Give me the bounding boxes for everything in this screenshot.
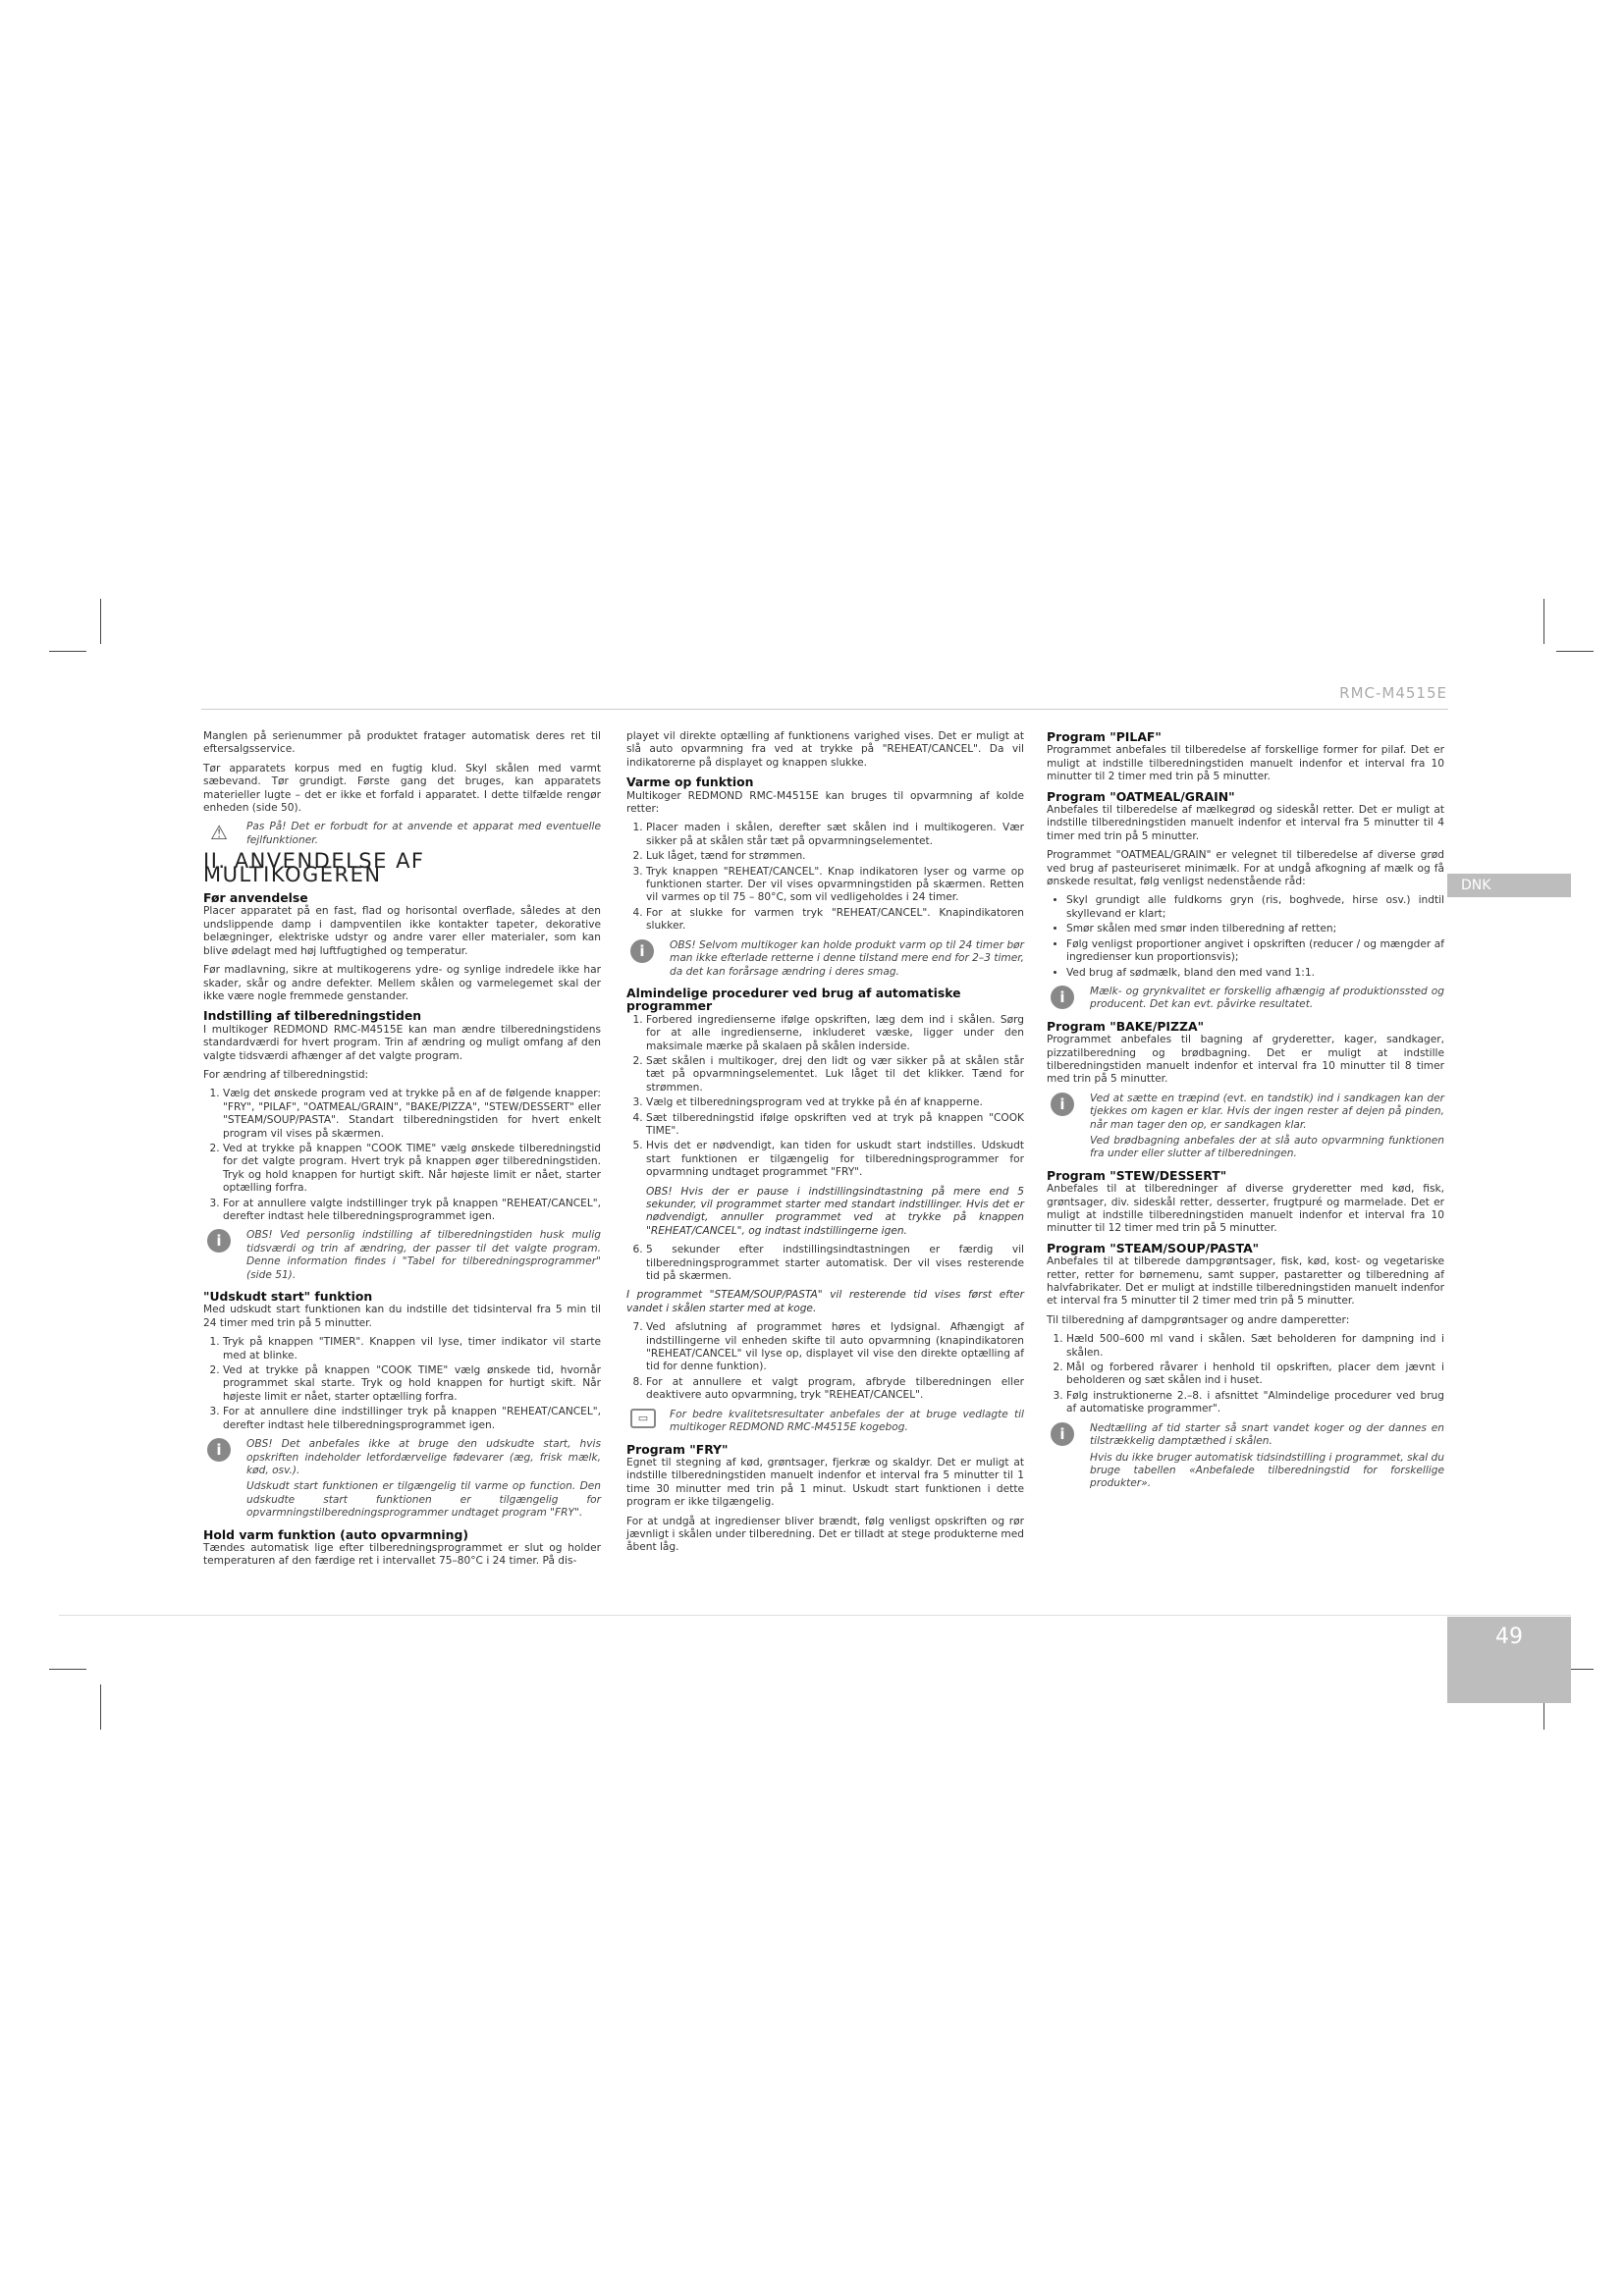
list-item: • Smør skålen med smør inden tilberedning af retten; [1066, 923, 1444, 935]
list-item: 2. Sæt skålen i multikoger, drej den lidt og vær sikker på at skålen står tæt på opvarmningselementet. Luk låget til det klikker. Tænd for strømmen. [646, 1055, 1024, 1095]
crop-mark [1543, 599, 1544, 644]
crop-mark [100, 599, 101, 644]
list-note: I programmet "STEAM/SOUP/PASTA" vil resterende tid vises først efter vandet i skålen starter med at koge. [626, 1289, 1024, 1314]
note-text: For bedre kvalitetsresultater anbefales der at bruge vedlagte til multikoger REDMOND RMC-M4515E kogebog. [670, 1408, 1024, 1434]
paragraph: Placer apparatet på en fast, flad og horisontal overflade, således at den undslippende damp i dampventilen ikke kontakter tapeter, dekorative belægninger, elektriske udstyr og andre varer eller materialer, som kan blive ødelagt med høj luftfugtighed og temperatur. [203, 905, 601, 957]
list-item: 7. Ved afslutning af programmet høres et lydsignal. Afhængigt af indstillingerne vil enheden skifte til auto opvarmning (knapindikatoren "REHEAT/CANCEL" vil lyse op, displayet vil vise den direkte optælling af tid for denne funktion). [646, 1321, 1024, 1374]
info-note [1047, 986, 1444, 1012]
list-item: 4. For at slukke for varmen tryk "REHEAT/CANCEL". Knapindikatoren slukker. [646, 907, 1024, 934]
list-item: • Følg venligst proportioner angivet i opskriften (reducer / og mængder af ingredienser kun proportionsvis); [1066, 938, 1444, 965]
note-text: OBS! Ved personlig indstilling af tilberedningstiden husk mulig tidsværdi og trin af ændring, der passer til det valgte program. Denne information findes i "Tabel for tilberedningsprogrammer" (side 51). [246, 1229, 601, 1281]
paragraph: For at undgå at ingredienser bliver brændt, følg venligst opskriften og rør jævnligt i skålen under tilberedning. Det er tilladt at stege produkterne med åbent låg. [626, 1515, 1024, 1554]
info-note [203, 1229, 601, 1282]
section-title: II. ANVENDELSE AF MULTIKOGEREN [203, 849, 425, 886]
list-item: 3. Vælg et tilberedningsprogram ved at trykke på én af knapperne. [646, 1096, 1024, 1109]
heading: Program "BAKE/PIZZA" [1047, 1018, 1205, 1034]
warning-icon: ⚠ [210, 821, 228, 845]
column-1 [203, 730, 601, 1575]
crop-mark [49, 651, 86, 652]
list-item: 1. Tryk på knappen "TIMER". Knappen vil lyse, timer indikator vil starte med at blinke. [223, 1336, 601, 1362]
paragraph: Multikoger REDMOND RMC-M4515E kan bruges til opvarmning af kolde retter: [626, 789, 1024, 816]
paragraph: Programmet "OATMEAL/GRAIN" er velegnet til tilberedelse af diverse grød ved brug af pasteuriseret minimælk. For at undgå afkogning af mælk og få ønskede resultat, følg venligst nedenstående råd: [1047, 849, 1444, 888]
list-item: • Ved brug af sødmælk, bland den med vand 1:1. [1066, 967, 1444, 980]
warning-note [203, 821, 601, 847]
paragraph: Anbefales til at tilberedninger af diverse gryderetter med kød, fisk, grøntsager, div. sideskål retter, desserter, frugtpuré og marmelade. Det er muligt at indstille tilberedningstiden manuelt indenfor et interval fra 10 minutter til 12 timer med trin på 5 minutter. [1047, 1183, 1444, 1235]
model-number: RMC-M4515E [1339, 684, 1447, 702]
info-note [1047, 1422, 1444, 1491]
heading: Indstilling af tilberedningstiden [203, 1008, 422, 1024]
info-icon: i [1051, 1093, 1074, 1116]
numbered-list [626, 1014, 1024, 1180]
header-rule [201, 709, 1448, 710]
heading: Før anvendelse [203, 890, 308, 906]
page-number: 49 [1495, 1625, 1523, 1649]
numbered-list [626, 1244, 1024, 1283]
numbered-list [203, 1336, 601, 1432]
paragraph: Programmet anbefales til bagning af gryderetter, kager, sandkager, pizzatilberedning og brødbagning. Det er muligt at indstille tilberedningstiden manuelt indenfor et interval fra 10 minutter til 8 timer med trin på 5 minutter. [1047, 1034, 1444, 1086]
list-item: 3. Følg instruktionerne 2.–8. i afsnittet "Almindelige procedurer ved brug af automatiske programmer". [1066, 1390, 1444, 1416]
note-text: Pas På! Det er forbudt for at anvende et apparat med eventuelle fejlfunktioner. [246, 821, 601, 846]
note-text: Ved at sætte en træpind (evt. en tandstik) ind i sandkagen kan der tjekkes om kagen er klar. Hvis der ingen rester af dejen på pinden, når man tager den op, er sandkagen klar. [1090, 1092, 1444, 1131]
list-item: 5. Hvis det er nødvendigt, kan tiden for uskudt start indstilles. Udskudt start funktionen er tilgængelig for tilberedningsprogrammer for opvarmning undtaget programmet "FRY". [646, 1140, 1024, 1179]
info-icon: i [207, 1438, 231, 1462]
numbered-list [626, 822, 1024, 933]
list-item: 1. Forbered ingredienserne ifølge opskriften, læg dem ind i skålen. Sørg for at alle ingredienserne, inkluderet væske, ligger under den maksimale mærke på skalaen på skålen inderside. [646, 1014, 1024, 1053]
list-item: 2. Luk låget, tænd for strømmen. [646, 850, 1024, 863]
crop-mark [1556, 651, 1594, 652]
heading: Program "PILAF" [1047, 729, 1162, 744]
heading: Program "OATMEAL/GRAIN" [1047, 788, 1235, 804]
numbered-list [626, 1321, 1024, 1402]
list-item: • Skyl grundigt alle fuldkorns gryn (ris, boghvede, hirse osv.) indtil skyllevand er klart; [1066, 894, 1444, 921]
info-note [1047, 1093, 1444, 1161]
heading: Almindelige procedurer ved brug af automatiske programmer [626, 985, 961, 1014]
list-item: 4. Sæt tilberedningstid ifølge opskriften ved at tryk på knappen "COOK TIME". [646, 1112, 1024, 1139]
paragraph: Til tilberedning af dampgrøntsager og andre damperetter: [1047, 1313, 1350, 1326]
book-icon: ▭ [630, 1409, 656, 1428]
language-tab [1447, 874, 1571, 897]
note-text: OBS! Selvom multikoger kan holde produkt varm op til 24 timer bør man ikke efterlade retterne i denne tilstand mere end for 2–3 timer, da det kan forårsage ændring i deres smag. [670, 938, 1025, 978]
paragraph: Med udskudt start funktionen kan du indstille det tidsinterval fra 5 min til 24 timer med trin på 5 minutter. [203, 1304, 601, 1329]
paragraph: Egnet til stegning af kød, grøntsager, fjerkræ og skaldyr. Det er muligt at indstille tilberedningstiden manuelt indenfor et interval fra 5 minutter til 1 time 30 minutter med trin på 1 minut. Uskudt start funktionen i dette program er ikke tilgængelig. [626, 1456, 1024, 1509]
paragraph: Manglen på serienummer på produktet fratager automatisk deres ret til eftersalgsservice. [203, 730, 601, 756]
info-note [203, 1438, 601, 1520]
paragraph: Tør apparatets korpus med en fugtig klud. Skyl skålen med varmt sæbevand. Tør grundigt. Første gang det bruges, kan apparatets materieller lugte – det er ikke et forfald i apparatet. I dette tilfælde rengør enheden (side 50). [203, 762, 601, 815]
footer-rule [59, 1615, 1571, 1616]
info-icon: i [207, 1229, 231, 1253]
list-item: 2. Mål og forbered råvarer i henhold til opskriften, placer dem jævnt i beholderen og sæt skålen ind i huset. [1066, 1362, 1444, 1388]
bullet-list [1047, 894, 1444, 979]
paragraph: playet vil direkte optælling af funktionens varighed vises. Det er muligt at slå auto opvarmning fra ved at trykke på "REHEAT/CANCEL". Da vil indikatorerne på displayet og knappen slukke. [626, 730, 1024, 769]
list-item: 3. For at annullere dine indstillinger tryk på knappen "REHEAT/CANCEL", derefter indtast hele tilberedningsprogrammet igen. [223, 1406, 601, 1432]
paragraph: Før madlavning, sikre at multikogerens ydre- og synlige indredele ikke har skader, skår og andre defekter. Mellem skålen og varmelegemet skal der ikke være nogle fremmede genstander. [203, 964, 601, 1002]
list-item: 2. Ved at trykke på knappen "COOK TIME" vælg ønskede tid, hvornår programmet skal starte. Tryk og hold knappen for hurtigt skift. Når højeste limit er nået, starter optælling forfra. [223, 1364, 601, 1404]
numbered-list [203, 1088, 601, 1223]
crop-mark [100, 1684, 101, 1730]
heading: Program "STEAM/SOUP/PASTA" [1047, 1240, 1260, 1255]
cookbook-note [626, 1409, 1024, 1435]
list-item: 1. Vælg det ønskede program ved at trykke på en af de følgende knapper: "FRY", "PILAF", "OATMEAL/GRAIN", "BAKE/PIZZA", "STEW/DESSERT" eller "STEAM/SOUP/PASTA". Standart tilberedningstiden for hvert enkelt program vil vises på skærmen. [223, 1088, 601, 1141]
heading: Program "STEW/DESSERT" [1047, 1167, 1227, 1183]
column-3 [1047, 730, 1444, 1499]
note-text: Mælk- og grynkvalitet er forskellig afhængig af produktionssted og producent. Det kan evt. påvirke resultatet. [1090, 985, 1444, 1011]
info-icon: i [1051, 986, 1074, 1009]
heading: Hold varm funktion (auto opvarmning) [203, 1526, 469, 1542]
language-tab-label: DNK [1461, 878, 1491, 893]
paragraph: Programmet anbefales til tilberedelse af forskellige former for pilaf. Det er muligt at indstille tilberedningstiden manuelt indenfor et interval fra 10 minutter til 2 timer med trin på 5 minutter. [1047, 744, 1444, 783]
list-item: 3. Tryk knappen "REHEAT/CANCEL". Knap indikatoren lyser og varme op funktionen starter. Der vil vises opvarmningstiden på skærmen. Retten vil varmes op til 75 – 80°C, som vil vedligeholdes i 24 timer. [646, 866, 1024, 905]
note-text: Hvis du ikke bruger automatisk tidsindstilling i programmet, skal du bruge tabellen «Anbefalede tilberedningstid for forskellige produkter». [1090, 1451, 1444, 1490]
list-note: OBS! Hvis der er pause i indstillingsindtastning på mere end 5 sekunder, vil programmet starter med standart indstillinger. Hvis det er nødvendigt, annuller programmet ved at trykke på knappen "REHEAT/CANCEL", og indtast indstillingerne igen. [646, 1185, 1024, 1237]
column-2 [626, 730, 1024, 1561]
paragraph: I multikoger REDMOND RMC-M4515E kan man ændre tilberedningstidens standardværdi for hvert program. Trin af ændring og muligt omfang af den valgte tidsværdi afhænger af det valgte program. [203, 1023, 601, 1062]
note-text: Ved brødbagning anbefales der at slå auto opvarmning funktionen fra under eller slutter af tilberedningen. [1090, 1134, 1444, 1160]
list-item: 8. For at annullere et valgt program, afbryde tilberedningen eller deaktivere auto opvarmning, tryk "REHEAT/CANCEL". [646, 1376, 1024, 1403]
numbered-list [1047, 1333, 1444, 1415]
list-item: 6. 5 sekunder efter indstillingsindtastningen er færdig vil tilberedningsprogrammet starter automatisk. Der vil vises resterende tid på skærmen. [646, 1244, 1024, 1283]
paragraph: Tændes automatisk lige efter tilberedningsprogrammet er slut og holder temperaturen af den færdige ret i intervallet 75–80°C i 24 timer. På dis- [203, 1541, 601, 1568]
note-text: Nedtælling af tid starter så snart vandet koger og der dannes en tilstrækkelig damptæthed i skålen. [1090, 1421, 1444, 1448]
heading: Varme op funktion [626, 774, 754, 790]
heading: Program "FRY" [626, 1441, 729, 1457]
list-item: 2. Ved at trykke på knappen "COOK TIME" vælg ønskede tilberedningstid for det valgte program. Hvert tryk på knappen øger tilberedningstiden. Tryk og hold knappen for hurtigt skift. Når højeste limit er nået, starter optælling forfra. [223, 1143, 601, 1196]
list-item: 1. Placer maden i skålen, derefter sæt skålen ind i multikogeren. Vær sikker på at skålen står tæt på opvarmningselementet. [646, 822, 1024, 848]
crop-mark [49, 1669, 86, 1670]
heading: "Udskudt start" funktion [203, 1289, 373, 1305]
info-note [626, 939, 1024, 979]
paragraph: Anbefales til at tilberede dampgrøntsager, fisk, kød, kost- og vegetariske retter, retter for børnemenu, samt supper, pastaretter og tilberedning af halvfabrikater. Det er muligt at indstille tilberedningstiden manuelt indenfor et interval fra 5 minutter til 2 timer med trin på 5 minutter. [1047, 1255, 1444, 1308]
list-item: 3. For at annullere valgte indstillinger tryk på knappen "REHEAT/CANCEL", derefter indtast hele tilberedningsprogrammet igen. [223, 1198, 601, 1224]
note-text: OBS! Det anbefales ikke at bruge den udskudte start, hvis opskriften indeholder letfordærvelige fødevarer (æg, frisk mælk, kød, osv.). [246, 1438, 601, 1476]
info-icon: i [630, 939, 654, 963]
note-text: Udskudt start funktionen er tilgængelig til varme op function. Den udskudte start funktionen er tilgængelig for opvarmningstilberedningsprogrammer undtaget program "FRY". [246, 1480, 601, 1520]
paragraph: For ændring af tilberedningstid: [203, 1068, 369, 1081]
paragraph: Anbefales til tilberedelse af mælkegrød og sideskål retter. Det er muligt at indstille tilberedningstiden manuelt indenfor et interval fra 5 minutter til 4 timer med trin på 5 minutter. [1047, 804, 1444, 842]
list-item: 1. Hæld 500–600 ml vand i skålen. Sæt beholderen for dampning ind i skålen. [1066, 1333, 1444, 1360]
info-icon: i [1051, 1422, 1074, 1446]
page-number-box [1447, 1617, 1571, 1703]
